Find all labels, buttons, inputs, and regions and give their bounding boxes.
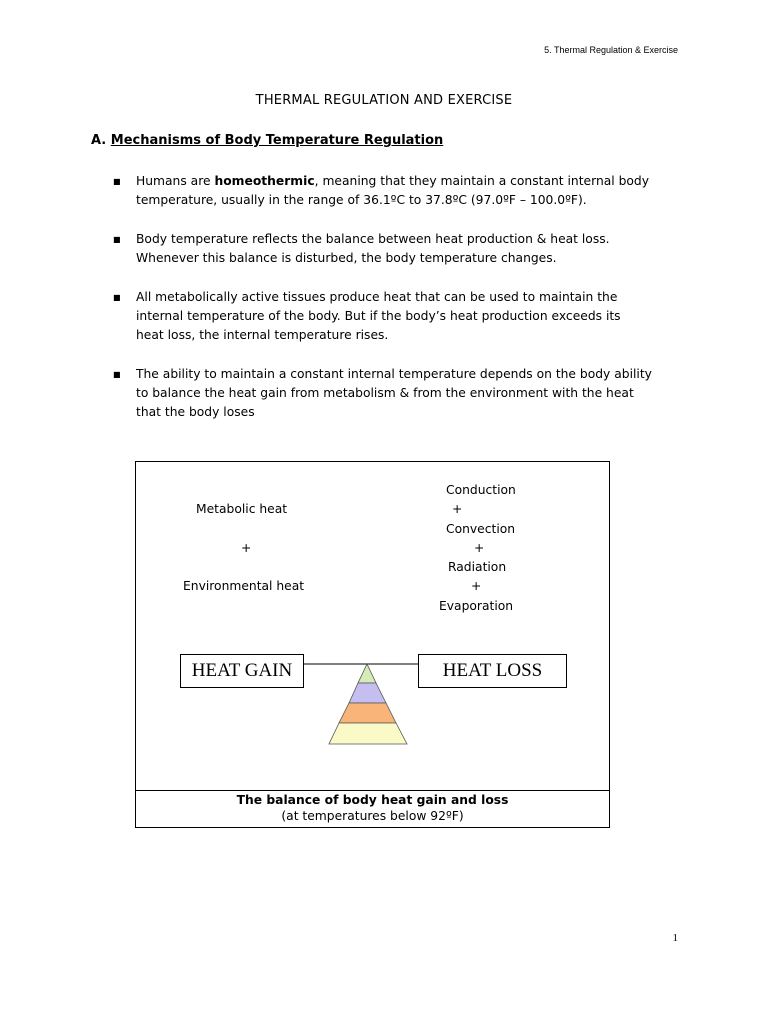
bullet-line: Humans are homeothermic, meaning that they maintain a constant internal body: [136, 174, 650, 188]
environmental-heat-label: Environmental heat: [183, 579, 305, 593]
fulcrum-tier: [339, 703, 396, 723]
fulcrum-tier: [349, 683, 386, 703]
bullet-text: [136, 288, 686, 345]
section-heading: [91, 133, 443, 148]
loss-plus-sign: +: [474, 541, 485, 555]
caption-divider: [136, 790, 609, 791]
heat-gain-box: HEAT GAIN: [180, 654, 304, 688]
diagram-caption-subtitle: (at temperatures below 92ºF): [281, 809, 464, 823]
running-header: 5. Thermal Regulation & Exercise: [544, 45, 678, 55]
bullet-marker-icon: ■: [113, 370, 121, 379]
bullet-marker-icon: ■: [113, 293, 121, 302]
diagram-caption-title: The balance of body heat gain and loss: [236, 793, 509, 807]
radiation-label: Radiation: [448, 560, 507, 574]
bullet-line: heat loss, the internal temperature rises.: [136, 328, 389, 342]
fulcrum-pyramid: [329, 664, 407, 744]
bullet-line: temperature, usually in the range of 36.1ºC to 37.8ºC (97.0ºF – 100.0ºF).: [136, 193, 587, 207]
bullet-line: Whenever this balance is disturbed, the body temperature changes.: [136, 251, 557, 265]
gain-plus-sign: +: [241, 541, 252, 555]
metabolic-heat-label: Metabolic heat: [196, 502, 288, 516]
bullet-text: [136, 230, 686, 268]
bullet-marker-icon: ■: [113, 235, 121, 244]
heat-loss-box: HEAT LOSS: [418, 654, 567, 688]
bullet-line: to balance the heat gain from metabolism & from the environment with the heat: [136, 386, 634, 400]
bullet-marker-icon: ■: [113, 177, 121, 186]
bullet-line: The ability to maintain a constant internal temperature depends on the body ability: [136, 367, 652, 381]
bullet-text: [136, 365, 686, 422]
bullet-line: All metabolically active tissues produce heat that can be used to maintain the: [136, 290, 618, 304]
page-number: 1: [672, 932, 678, 944]
evaporation-label: Evaporation: [439, 599, 514, 613]
section-heading-text: Mechanisms of Body Temperature Regulation: [110, 133, 444, 148]
fulcrum-tier: [329, 723, 407, 744]
section-letter: A.: [91, 133, 107, 148]
balance-scale-graphic: [136, 462, 611, 790]
loss-plus-sign: +: [452, 502, 463, 516]
document-title: THERMAL REGULATION AND EXERCISE: [255, 93, 513, 108]
heat-balance-diagram: [135, 461, 610, 828]
convection-label: Convection: [446, 522, 516, 536]
conduction-label: Conduction: [446, 483, 516, 497]
bullet-line: Body temperature reflects the balance between heat production & heat loss.: [136, 232, 610, 246]
bullet-text: [136, 172, 686, 210]
loss-plus-sign: +: [471, 579, 482, 593]
bullet-line: internal temperature of the body. But if the body’s heat production exceeds its: [136, 309, 621, 323]
bullet-line: that the body loses: [136, 405, 255, 419]
fulcrum-tier: [358, 664, 376, 683]
bold-term: homeothermic: [214, 174, 315, 188]
